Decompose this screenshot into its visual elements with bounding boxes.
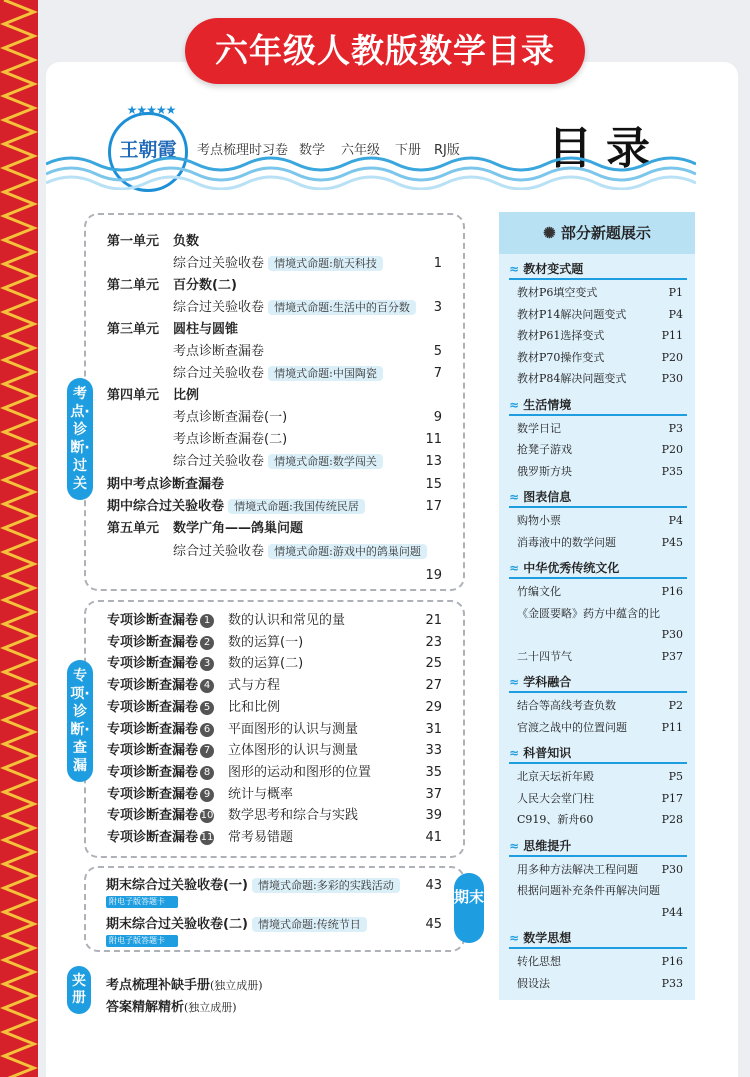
stars-icon: ★★★★★ <box>126 103 176 117</box>
page-number: 35 <box>425 764 442 780</box>
sidebar-item[interactable]: 《金匮要略》药方中蕴含的比 <box>517 606 660 620</box>
subject: 数学 <box>299 143 326 158</box>
special-topic: 常考易错题 <box>228 830 294 845</box>
toc-entry[interactable]: 综合过关验收卷 情境式命题:游戏中的鸽巢问题 <box>173 542 427 562</box>
page-number: 17 <box>425 499 442 514</box>
toc-entry[interactable]: 期末综合过关验收卷(一) 情境式命题:多彩的实践活动 <box>106 876 400 896</box>
page-number: 21 <box>425 613 442 628</box>
sidebar-item[interactable]: 购物小票 P4 <box>517 514 683 527</box>
bulb-icon: ✺ <box>543 224 556 242</box>
sidebar-item[interactable]: 北京天坛祈年殿 P5 <box>517 770 683 783</box>
page-banner: 六年级人教版数学目录 <box>185 18 585 84</box>
wave-decoration <box>46 150 696 190</box>
booklet-item: 答案精解精析(独立成册) <box>106 1000 237 1015</box>
scenario-tag: 情境式命题:传统节日 <box>252 917 367 932</box>
scenario-tag: 情境式命题:生活中的百分数 <box>268 300 416 315</box>
toc-entry[interactable]: 考点诊断查漏卷(一) <box>173 410 288 425</box>
grade: 六年级 <box>341 143 381 158</box>
number-badge: 10 <box>200 810 214 822</box>
page-number: 37 <box>425 786 442 802</box>
series-name: 考点梳理时习卷 <box>197 143 289 158</box>
number-badge: 11 <box>200 832 214 843</box>
special-topic: 数的认识和常见的量 <box>228 613 346 628</box>
page-number: 3 <box>433 300 442 315</box>
special-entry[interactable]: 专项诊断查漏卷 2 <box>107 633 214 653</box>
page-number: 13 <box>425 454 442 469</box>
wave-icon: ≈ <box>509 490 524 504</box>
sidebar-item[interactable]: 教材P6填空变式 P1 <box>517 286 683 299</box>
toc-entry[interactable]: 综合过关验收卷 情境式命题:中国陶瓷 <box>173 364 383 384</box>
page-number: 9 <box>433 410 442 425</box>
page-number: 43 <box>425 878 442 893</box>
unit-label: 第一单元 <box>107 234 160 249</box>
sidebar-item[interactable]: 二十四节气 P37 <box>517 649 683 663</box>
scenario-tag: 情境式命题:多彩的实践活动 <box>252 878 400 893</box>
sidebar-item[interactable]: 教材P14解决问题变式 P4 <box>517 307 683 321</box>
left-decorative-stripe <box>0 0 38 1077</box>
wave-icon: ≈ <box>509 931 524 945</box>
wave-icon: ≈ <box>509 675 524 689</box>
edition: RJ版 <box>434 143 460 158</box>
special-topic: 平面图形的认识与测量 <box>228 721 359 737</box>
toc-entry[interactable]: 期中考点诊断查漏卷 <box>107 477 225 492</box>
sidebar-item[interactable]: C919、新舟60 P28 <box>517 813 683 826</box>
unit-name: 负数 <box>173 234 200 249</box>
unit-name: 圆柱与圆锥 <box>173 322 239 337</box>
section-heading: ≈ 学科融合 <box>509 673 687 693</box>
section-heading: ≈ 生活情境 <box>509 396 687 416</box>
wave-icon: ≈ <box>509 838 524 853</box>
page-number: 27 <box>425 678 442 694</box>
unit-label: 第二单元 <box>107 278 160 293</box>
page-number: 41 <box>425 830 442 845</box>
unit-label: 第四单元 <box>107 388 160 403</box>
page-number: 25 <box>425 656 442 672</box>
toc-entry[interactable]: 考点诊断查漏卷(二) <box>173 432 288 447</box>
number-badge: 2 <box>200 636 214 650</box>
e-answer-badge: 附电子版答题卡 <box>106 896 178 908</box>
page-number: 39 <box>425 808 442 824</box>
special-topic: 式与方程 <box>228 678 281 694</box>
sidebar-item[interactable]: 结合等高线考查负数 P2 <box>517 699 683 712</box>
page-number: 33 <box>425 743 442 759</box>
page-number: 19 <box>425 568 442 583</box>
special-entry[interactable]: 专项诊断查漏卷 6 <box>107 720 214 740</box>
tab-jiace: 夹册 <box>67 966 91 1014</box>
number-badge: 1 <box>200 614 214 628</box>
page-number: 11 <box>425 432 442 447</box>
wave-icon: ≈ <box>509 746 524 760</box>
sidebar-item[interactable]: 教材P70操作变式 P20 <box>517 350 683 364</box>
sidebar-item[interactable]: 数学日记 P3 <box>517 421 683 435</box>
volume: 下册 <box>395 143 422 158</box>
toc-entry[interactable]: 期中综合过关验收卷 情境式命题:我国传统民居 <box>107 497 365 517</box>
number-badge: 5 <box>200 701 214 715</box>
special-entry[interactable]: 专项诊断查漏卷 7 <box>107 741 214 761</box>
sidebar-item[interactable]: 假设法 P33 <box>517 976 683 990</box>
toc-entry[interactable]: 综合过关验收卷 情境式命题:数学闯关 <box>173 452 383 472</box>
number-badge: 9 <box>200 788 214 802</box>
tab-zhuanxiang: 专项·诊断·查漏 <box>67 660 93 782</box>
special-entry[interactable]: 专项诊断查漏卷 10 <box>107 808 214 824</box>
toc-entry[interactable]: 期末综合过关验收卷(二) 情境式命题:传统节日 <box>106 915 367 935</box>
number-badge: 7 <box>200 744 214 758</box>
wave-icon: ≈ <box>509 561 524 575</box>
sidebar-item[interactable]: P44 <box>661 905 683 919</box>
sidebar-item[interactable]: 竹编文化 P16 <box>517 585 683 598</box>
special-topic: 数的运算(二) <box>228 656 304 672</box>
section-heading: ≈ 教材变式题 <box>509 260 687 280</box>
sidebar-item[interactable]: 根据问题补充条件再解决问题 <box>517 884 660 897</box>
page-number: 1 <box>433 256 442 271</box>
unit-name: 百分数(二) <box>173 278 237 293</box>
unit-name: 比例 <box>173 388 200 403</box>
special-entry[interactable]: 专项诊断查漏卷 9 <box>107 785 214 805</box>
special-topic: 比和比例 <box>228 699 281 715</box>
scenario-tag: 情境式命题:游戏中的鸽巢问题 <box>268 544 427 559</box>
page-number: 29 <box>425 699 442 715</box>
special-entry[interactable]: 专项诊断查漏卷 4 <box>107 676 214 696</box>
scenario-tag: 情境式命题:我国传统民居 <box>228 499 365 514</box>
sidebar-item[interactable]: 消毒液中的数学问题 P45 <box>517 535 683 549</box>
number-badge: 6 <box>200 723 214 737</box>
special-topic: 立体图形的认识与测量 <box>228 743 359 759</box>
scenario-tag: 情境式命题:航天科技 <box>268 256 383 271</box>
number-badge: 3 <box>200 657 214 671</box>
unit-label: 第五单元 <box>107 521 160 536</box>
scenario-tag: 情境式命题:数学闯关 <box>268 454 383 469</box>
sidebar-item[interactable]: 俄罗斯方块 P35 <box>517 464 683 478</box>
special-topic: 数的运算(一) <box>228 634 304 650</box>
sidebar-item[interactable]: P30 <box>661 628 683 641</box>
special-topic: 图形的运动和图形的位置 <box>228 764 372 780</box>
special-entry[interactable]: 专项诊断查漏卷 8 <box>107 763 214 783</box>
number-badge: 4 <box>200 679 214 693</box>
unit-name: 数学广角——鸽巢问题 <box>173 521 304 536</box>
panel-header: ✺ 部分新题展示 <box>499 212 695 254</box>
section-heading: ≈ 科普知识 <box>509 744 687 764</box>
page-number: 15 <box>425 477 442 492</box>
special-topic: 数学思考和综合与实践 <box>228 808 359 824</box>
sidebar-item[interactable]: 转化思想 P16 <box>517 955 683 968</box>
page-number: 23 <box>425 634 442 650</box>
sidebar-item[interactable]: 教材P61选择变式 P11 <box>517 329 683 342</box>
toc-entry[interactable]: 综合过关验收卷 情境式命题:航天科技 <box>173 254 383 274</box>
number-badge: 8 <box>200 766 214 780</box>
special-entry[interactable]: 专项诊断查漏卷 3 <box>107 654 214 674</box>
scenario-tag: 情境式命题:中国陶瓷 <box>268 366 383 381</box>
page-number: 45 <box>425 917 442 932</box>
page-number: 31 <box>425 721 442 737</box>
special-topic: 统计与概率 <box>228 786 294 802</box>
wave-icon: ≈ <box>509 262 524 276</box>
wave-icon: ≈ <box>509 397 524 412</box>
sidebar-item[interactable]: 抢凳子游戏 P20 <box>517 443 683 456</box>
sidebar-item[interactable]: 官渡之战中的位置问题 P11 <box>517 720 683 734</box>
page-number: 5 <box>433 344 442 359</box>
section-heading: ≈ 思维提升 <box>509 837 687 857</box>
sidebar-item[interactable]: 用多种方法解决工程问题 P30 <box>517 862 683 876</box>
tab-qimo: 期末 <box>454 873 484 943</box>
section-heading: ≈ 中华优秀传统文化 <box>509 559 687 579</box>
toc-entry[interactable]: 考点诊断查漏卷 <box>173 344 265 359</box>
page-title: 目录 <box>548 123 664 174</box>
brand-logo: ★★★★★ 王朝霞 <box>108 112 188 192</box>
e-answer-badge: 附电子版答题卡 <box>106 935 178 947</box>
special-entry[interactable]: 专项诊断查漏卷 1 <box>107 611 214 631</box>
sidebar-item[interactable]: 教材P84解决问题变式 P30 <box>517 372 683 385</box>
special-entry[interactable]: 专项诊断查漏卷 11 <box>107 830 214 845</box>
section-heading: ≈ 图表信息 <box>509 488 687 508</box>
sidebar-item[interactable]: 人民大会堂门柱 P17 <box>517 791 683 805</box>
unit-label: 第三单元 <box>107 322 160 337</box>
section-heading: ≈ 数学思想 <box>509 929 687 949</box>
page-number: 7 <box>433 366 442 381</box>
toc-entry[interactable]: 综合过关验收卷 情境式命题:生活中的百分数 <box>173 298 416 318</box>
tab-kaodian: 考点·诊断·过关 <box>67 378 93 500</box>
special-entry[interactable]: 专项诊断查漏卷 5 <box>107 698 214 718</box>
new-questions-panel <box>499 212 695 1000</box>
booklet-item: 考点梳理补缺手册(独立成册) <box>106 978 263 993</box>
